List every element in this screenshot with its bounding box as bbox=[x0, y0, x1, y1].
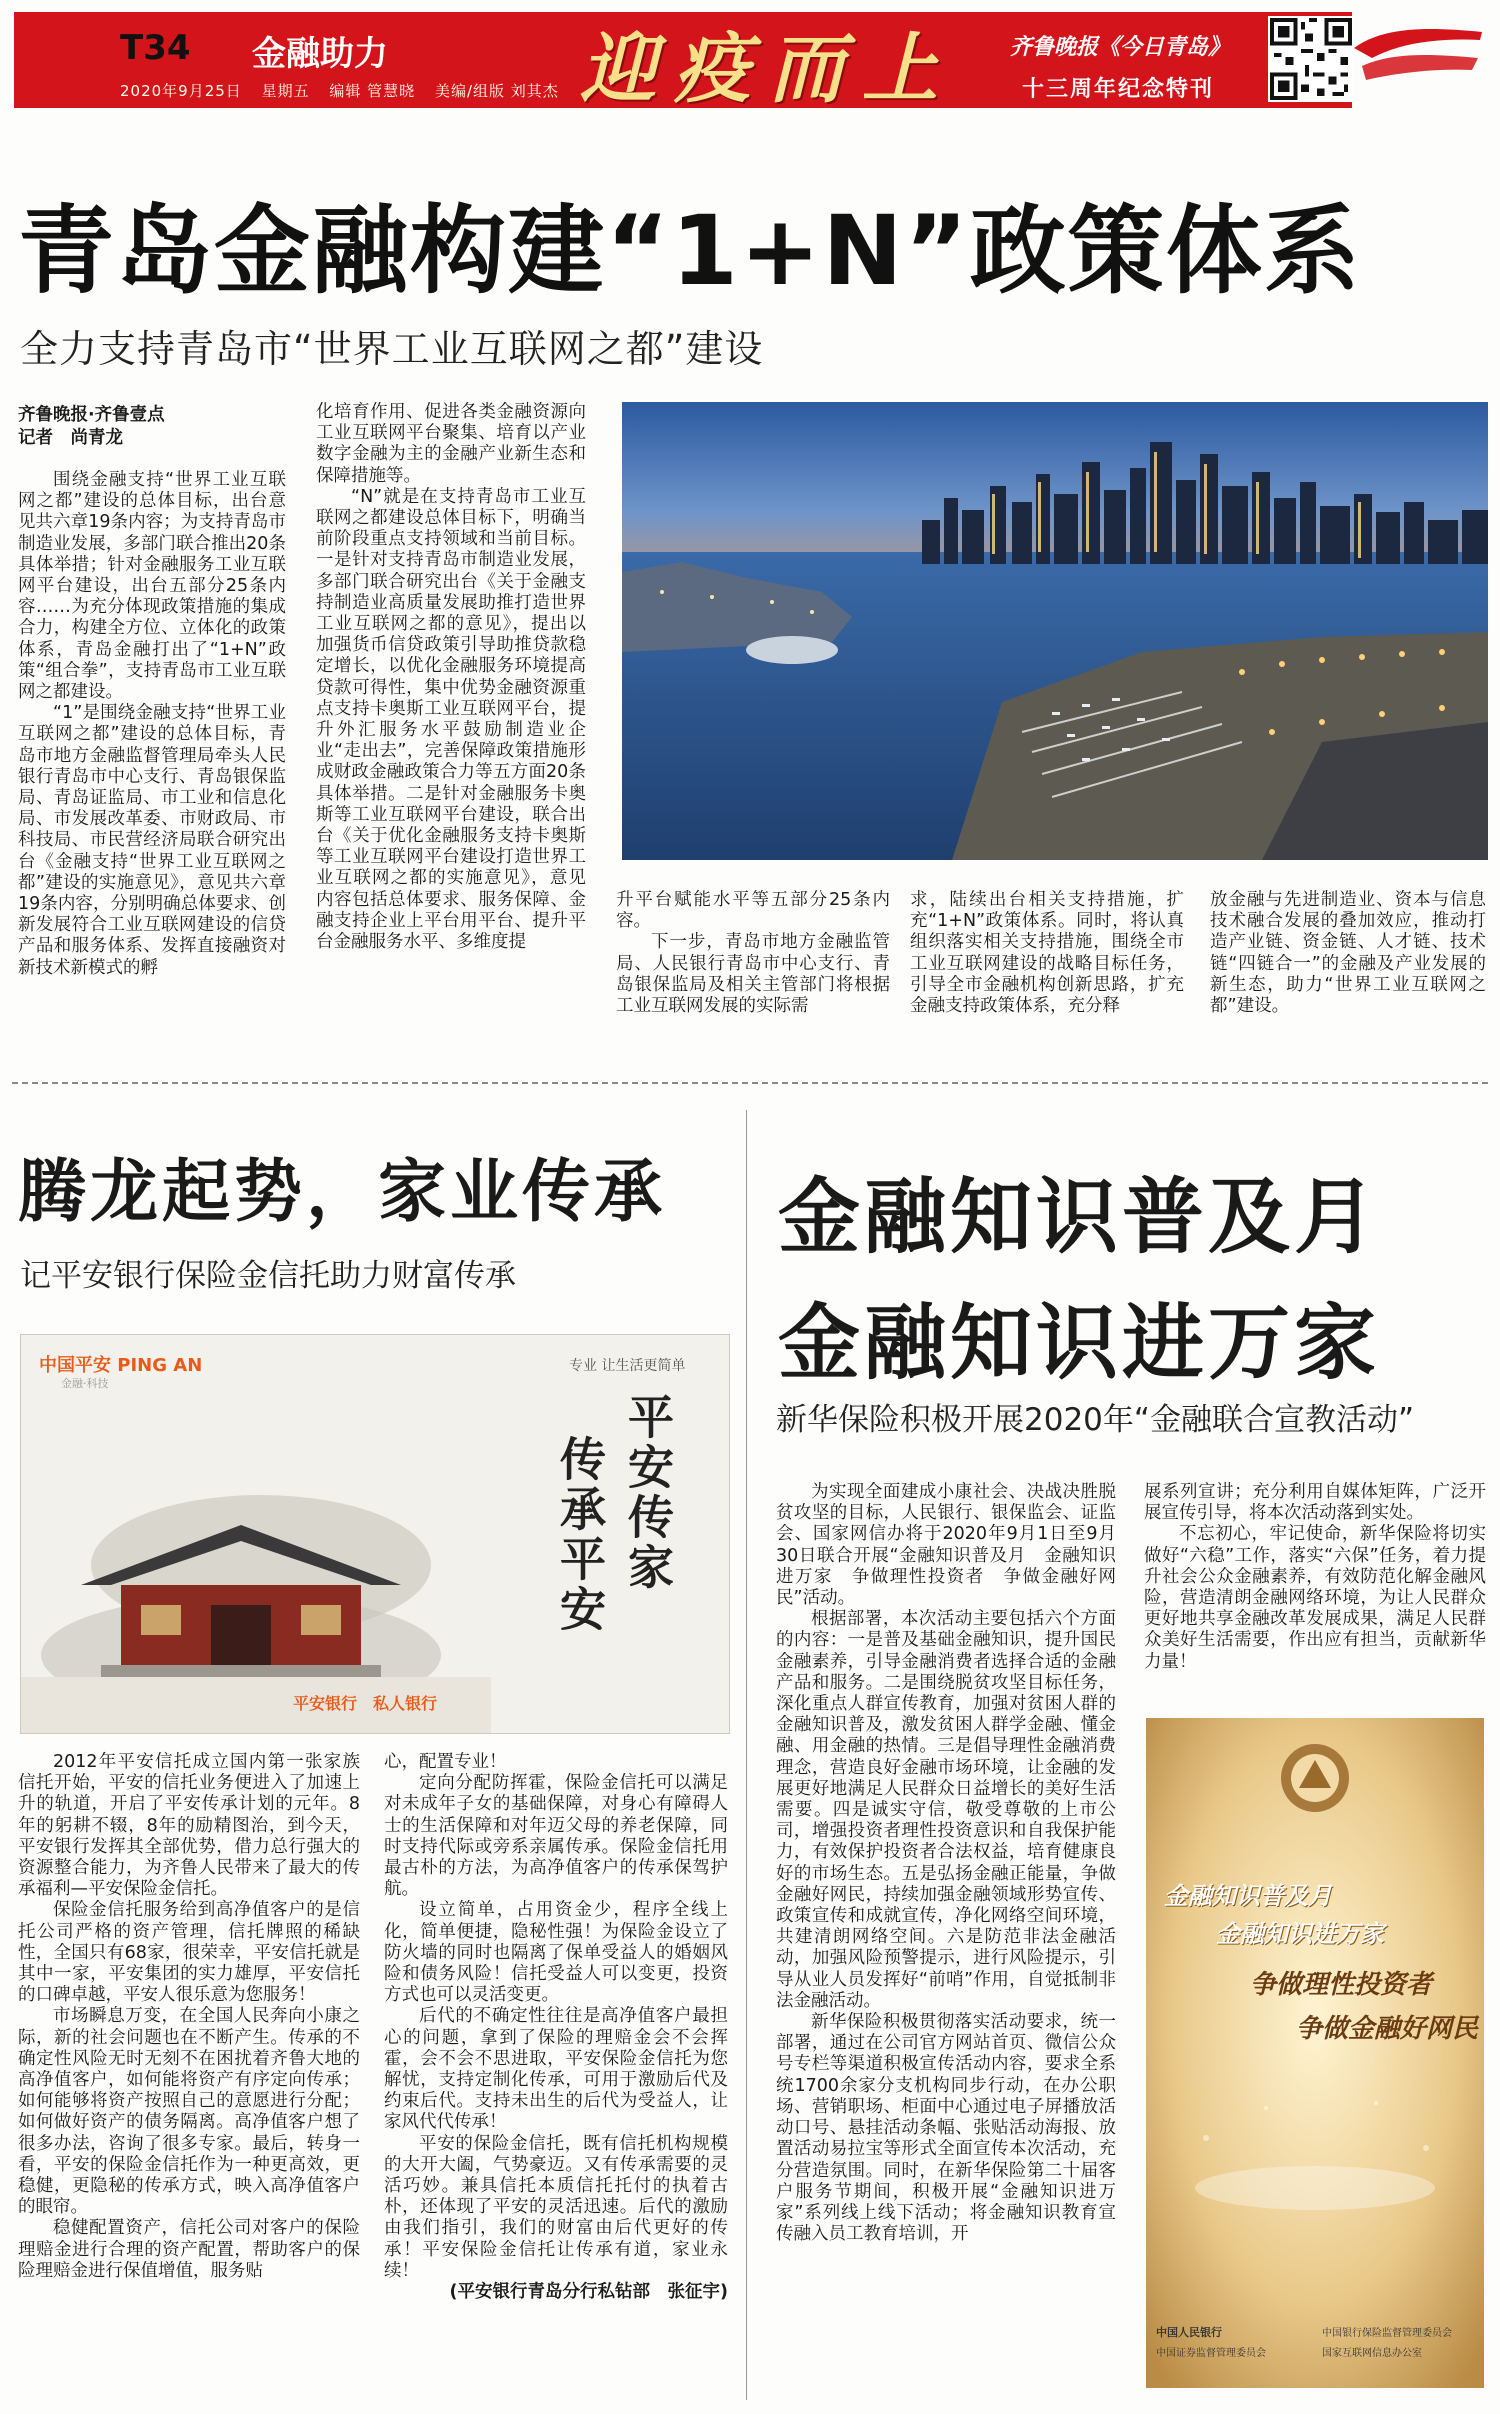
pingan-logo-sub: 金融·科技 bbox=[61, 1377, 109, 1390]
article3-column-1 bbox=[776, 1482, 1116, 2245]
pingan-advertisement bbox=[20, 1334, 730, 1734]
paragraph: 根据部署，本次活动主要包括六个方面的内容：一是普及基础金融知识，提升国民金融素养，引导金融消费者选择合适的金融产品和服务。二是围绕脱贫攻坚目标任务，深化重点人群宣传教育，加强对贫困人群的金融知识普及，激发贫困人群学金融、懂金融、用金融的热情。三是倡导理性金融消费理念，营造良好金融市场环境，让金融的发展更好地满足人民群众日益增长的美好生活需要。四是诚实守信，敬受尊敬的上市公司，增强投资者理性投资意识和自我保护能力，有效保护投资者合法权益，培育健康良好的市场生态。五是弘扬金融正能量，争做金融好网民，持续加强金融领域形势宣传、政策宣传和成就宣传，净化网络空间环境，共建清朗网络空间。六是防范非法金融活动，加强风险预警提示，进行风险提示，引导从业人员发挥好“前哨”作用，自觉抵制非法金融活动。 bbox=[776, 1609, 1116, 2011]
poster-org-3: 中国银行保险监督管理委员会 bbox=[1322, 2328, 1452, 2339]
editor: 编辑 管慧晓 bbox=[329, 82, 416, 100]
designer: 美编/组版 刘其杰 bbox=[434, 82, 559, 100]
brush-stroke-decoration bbox=[1352, 18, 1487, 90]
paragraph: “N”就是在支持青岛市工业互联网之都建设总体目标下，明确当前阶段重点支持领域和当前目标。一是针对支持青岛市制造业发展，多部门联合研究出台《关于金融支持制造业高质量发展助推打造世界工业互联网之都的意见》，提出以加强货币信贷政策引导助推贷款稳定增长，以优化金融服务环境提高贷款可得性，集中优势金融资源重点支持卡奥斯工业互联网平台，提升外汇服务水平鼓励制造业企业“走出去”，完善保障政策措施形成财政金融政策合力等五方面20条具体举措。二是针对金融服务卡奥斯等工业互联网平台建设，联合出台《关于优化金融服务支持卡奥斯等工业互联网平台建设打造世界工业互联网之都的实施意见》，意见内容包括总体要求、服务保障、金融支持企业上平台用平台、提升平台金融服务水平、多维度提 bbox=[316, 486, 586, 953]
article1-column-4 bbox=[910, 890, 1184, 1017]
header-meta bbox=[120, 80, 573, 101]
newspaper-brand: 齐鲁晚报《今日青岛》 bbox=[1010, 35, 1231, 60]
issue-date: 2020年9月25日 bbox=[120, 82, 242, 100]
paragraph: 定向分配防挥霍，保险金信托可以满足对未成年子女的基础保障，对身心有障碍人士的生活保障和对年迈父母的养老保障，同时支持代际或旁系亲属传承。保险金信托用最古朴的方法，为高净值客户的传承保驾护航。 bbox=[384, 1773, 728, 1900]
article2-headline: 腾龙起势，家业传承 bbox=[18, 1153, 667, 1232]
poster-line-1: 金融知识普及月 bbox=[1164, 1882, 1332, 1910]
article1-column-3 bbox=[616, 890, 890, 1017]
article1-column-5 bbox=[1210, 890, 1486, 1017]
column-divider bbox=[746, 1110, 747, 2400]
article3-headline-line2: 金融知识进万家 bbox=[778, 1296, 1381, 1391]
ad-slogan: 专业 让生活更简单 bbox=[569, 1358, 686, 1374]
article1-subhead: 全力支持青岛市“世界工业互联网之都”建设 bbox=[20, 327, 764, 371]
paragraph: 不忘初心，牢记使命，新华保险将切实做好“六稳”工作，落实“六保”任务，着力提升社会公众金融素养，有效防范化解金融风险，营造清朗金融网络环境，为让人民群众更好地共享金融改革发展成果，满足人民群众美好生活需要，作出应有担当，贡献新华力量！ bbox=[1144, 1524, 1486, 1672]
paragraph: 下一步，青岛市地方金融监管局、人民银行青岛市中心支行、青岛银保监局及相关主管部门将根据工业互联网发展的实际需 bbox=[616, 932, 890, 1017]
article3-subhead: 新华保险积极开展2020年“金融联合宣教活动” bbox=[776, 1402, 1415, 1438]
paragraph: 设立简单，占用资金少，程序全线上化，简单便捷，隐秘性强！为保险金设立了防火墙的同时也隔离了保单受益人的婚姻风险和债务风险！信托受益人可以变更，投资方式也可以灵活变更。 bbox=[384, 1900, 728, 2006]
paragraph: 化培育作用、促进各类金融资源向工业互联网平台聚集、培育以产业数字金融为主的金融产业新生态和保障措施等。 bbox=[316, 402, 586, 486]
article3-column-2 bbox=[1144, 1482, 1486, 1673]
qingdao-harbor-photo bbox=[622, 402, 1488, 860]
poster-org-4: 国家互联网信息办公室 bbox=[1322, 2348, 1422, 2359]
article3-headline-line1: 金融知识普及月 bbox=[778, 1170, 1381, 1265]
qr-code-icon bbox=[1268, 16, 1354, 102]
pingan-logo: 中国平安 PING AN bbox=[39, 1355, 203, 1376]
paragraph: 2012年平安信托成立国内第一张家族信托开始，平安的信托业务便进入了加速上升的轨道，开启了平安传承计划的元年。8年的躬耕不辍，8年的励精图治，到今天，平安银行发挥其全部优势，借力总行强大的资源整合能力，为齐鲁人民带来了最大的传承福利—平安保险金信托。 bbox=[18, 1752, 360, 1900]
paragraph: 放金融与先进制造业、资本与信息技术融合发展的叠加效应，推动打造产业链、资金链、人才链、技术链“四链合一”的金融及产业发展的新生态，助力“世界工业互联网之都”建设。 bbox=[1210, 890, 1486, 1017]
paragraph: 保险金信托服务给到高净值客户的是信托公司严格的资产管理，信托牌照的稀缺性，全国只有68家，很荣幸，平安信托就是其中一家，平安集团的实力雄厚，平安信托的口碑卓越，平安人很乐意为您服务！ bbox=[18, 1900, 360, 2006]
paragraph: 新华保险积极贯彻落实活动要求，统一部署，通过在公司官方网站首页、微信公众号专栏等渠道积极宣传活动内容，要求全系统1700余家分支机构同步行动，在办公职场、营销职场、柜面中心通过电子屏播放活动口号、悬挂活动条幅、张贴活动海报、放置活动易拉宝等形式全面宣传本次活动，充分营造氛围。同时，在新华保险第二十届客户服务节期间，积极开展“金融知识进万家”系列线上线下活动；将金融知识教育宣传融入员工教育培训，开 bbox=[776, 2012, 1116, 2245]
paragraph: 升平台赋能水平等五部分25条内容。 bbox=[616, 890, 890, 932]
paragraph: 心，配置专业！ bbox=[384, 1752, 507, 1772]
poster-line-4: 争做金融好网民 bbox=[1296, 2014, 1479, 2044]
article2-signature: (平安银行青岛分行私钻部 张征宇) bbox=[449, 2282, 728, 2303]
paragraph: 为实现全面建成小康社会、决战决胜脱贫攻坚的目标，人民银行、银保监会、证监会、国家网信办将于2020年9月1日至9月30日联合开展“金融知识普及月 金融知识进万家 争做理性投资者 争做金融好网民”活动。 bbox=[776, 1482, 1116, 1609]
article1-byline bbox=[18, 404, 165, 450]
anniversary-label: 十三周年纪念特刊 bbox=[1022, 77, 1215, 102]
paragraph: 求，陆续出台相关支持措施，扩充“1+N”政策体系。同时，将认真组织落实相关支持措施，围绕全市工业互联网建设的战略目标任务，引导全市金融机构创新思路，扩充金融支持政策体系，充分释 bbox=[910, 890, 1184, 1017]
source-label: 齐鲁晚报·齐鲁壹点 bbox=[18, 405, 165, 425]
financial-knowledge-poster bbox=[1146, 1718, 1484, 2388]
article1-column-1 bbox=[18, 470, 286, 979]
ad-verse-2: 传承平安 bbox=[553, 1435, 607, 1635]
article1-headline: 青岛金融构建“1+N”政策体系 bbox=[18, 195, 1362, 307]
poster-line-2: 金融知识进万家 bbox=[1216, 1920, 1384, 1948]
article2-subhead: 记平安银行保险金信托助力财富传承 bbox=[20, 1258, 516, 1294]
section-title: 金融助力 bbox=[252, 34, 388, 74]
article2-column-1 bbox=[18, 1752, 360, 2282]
article2-column-2 bbox=[384, 1752, 728, 2303]
section-divider bbox=[12, 1082, 1488, 1084]
poster-org-2: 中国证券监督管理委员会 bbox=[1156, 2348, 1266, 2359]
paragraph: 稳健配置资产，信托公司对客户的保险理赔金进行合理的资产配置，帮助客户的保险理赔金进行保值增值，服务贴 bbox=[18, 2218, 360, 2281]
paragraph: 市场瞬息万变，在全国人民奔向小康之际，新的社会问题也在不断产生。传承的不确定性风险无时无刻不在困扰着齐鲁大地的高净值客户，如何能将资产有序定向传承；如何能够将资产按照自己的意愿进行分配；如何做好资产的债务隔离。高净值客户想了很多办法，咨询了很多专家。最后，转身一看，平安的保险金信托作为一种更高效，更稳健，更隐秘的传承方式，映入高净值客户的眼帘。 bbox=[18, 2006, 360, 2218]
poster-line-3: 争做理性投资者 bbox=[1250, 1970, 1433, 2000]
reporter-label: 记者 尚青龙 bbox=[18, 428, 123, 448]
ad-verse-1: 平安传家 bbox=[621, 1393, 675, 1593]
paragraph: “1”是围绕金融支持“世界工业互联网之都”建设的总体目标，青岛市地方金融监督管理局牵头人民银行青岛市中心支行、青岛银保监局、青岛证监局、市工业和信息化局、市发展改革委、市财政局、市科技局、市民营经济局联合研究出台《金融支持“世界工业互联网之都”建设的实施意见》，意见共六章19条内容，分别明确总体要求、创新发展符合工业互联网建设的信贷产品和服务体系、发挥直接融资对新技术新模式的孵 bbox=[18, 703, 286, 978]
paragraph: 平安的保险金信托，既有信托机构规模的大开大阖，气势豪迈。又有传承需要的灵活巧妙。兼具信托本质信托托付的执着古朴，还体现了平安的灵活迅速。后代的激励由我们指引，我们的财富由后代更好的传承！平安保险金信托让传承有道，家业永续！ bbox=[384, 2133, 728, 2281]
ad-footer: 平安银行 私人银行 bbox=[293, 1694, 438, 1713]
paragraph: 后代的不确定性往往是高净值客户最担心的问题，拿到了保险的理赔金会不会挥霍，会不会不思进取，平安保险金信托为您解忧，支持定制化传承，可用于激励后代及约束后代。支持未出生的后代为受益人，让家风代代传承！ bbox=[384, 2006, 728, 2133]
traditional-building-illustration bbox=[41, 1455, 461, 1715]
article1-column-2 bbox=[316, 402, 586, 953]
theme-calligraphy: 迎疫而上 bbox=[580, 24, 956, 113]
weekday: 星期五 bbox=[261, 82, 310, 100]
paragraph: 围绕金融支持“世界工业互联网之都”建设的总体目标，出台意见共六章19条内容；为支持青岛市制造业发展，多部门联合推出20条具体举措；针对金融服务工业互联网平台建设，出台五部分25条内容……为充分体现政策措施的集成合力，构建全方位、立体化的政策体系，青岛金融打出了“1+N”政策“组合拳”，支持青岛市工业互联网之都建设。 bbox=[18, 470, 286, 703]
page-number: T34 bbox=[120, 28, 191, 68]
paragraph: 展系列宣讲；充分利用自媒体矩阵，广泛开展宣传引导，将本次活动落到实处。 bbox=[1144, 1482, 1486, 1524]
poster-org-1: 中国人民银行 bbox=[1156, 2326, 1222, 2339]
